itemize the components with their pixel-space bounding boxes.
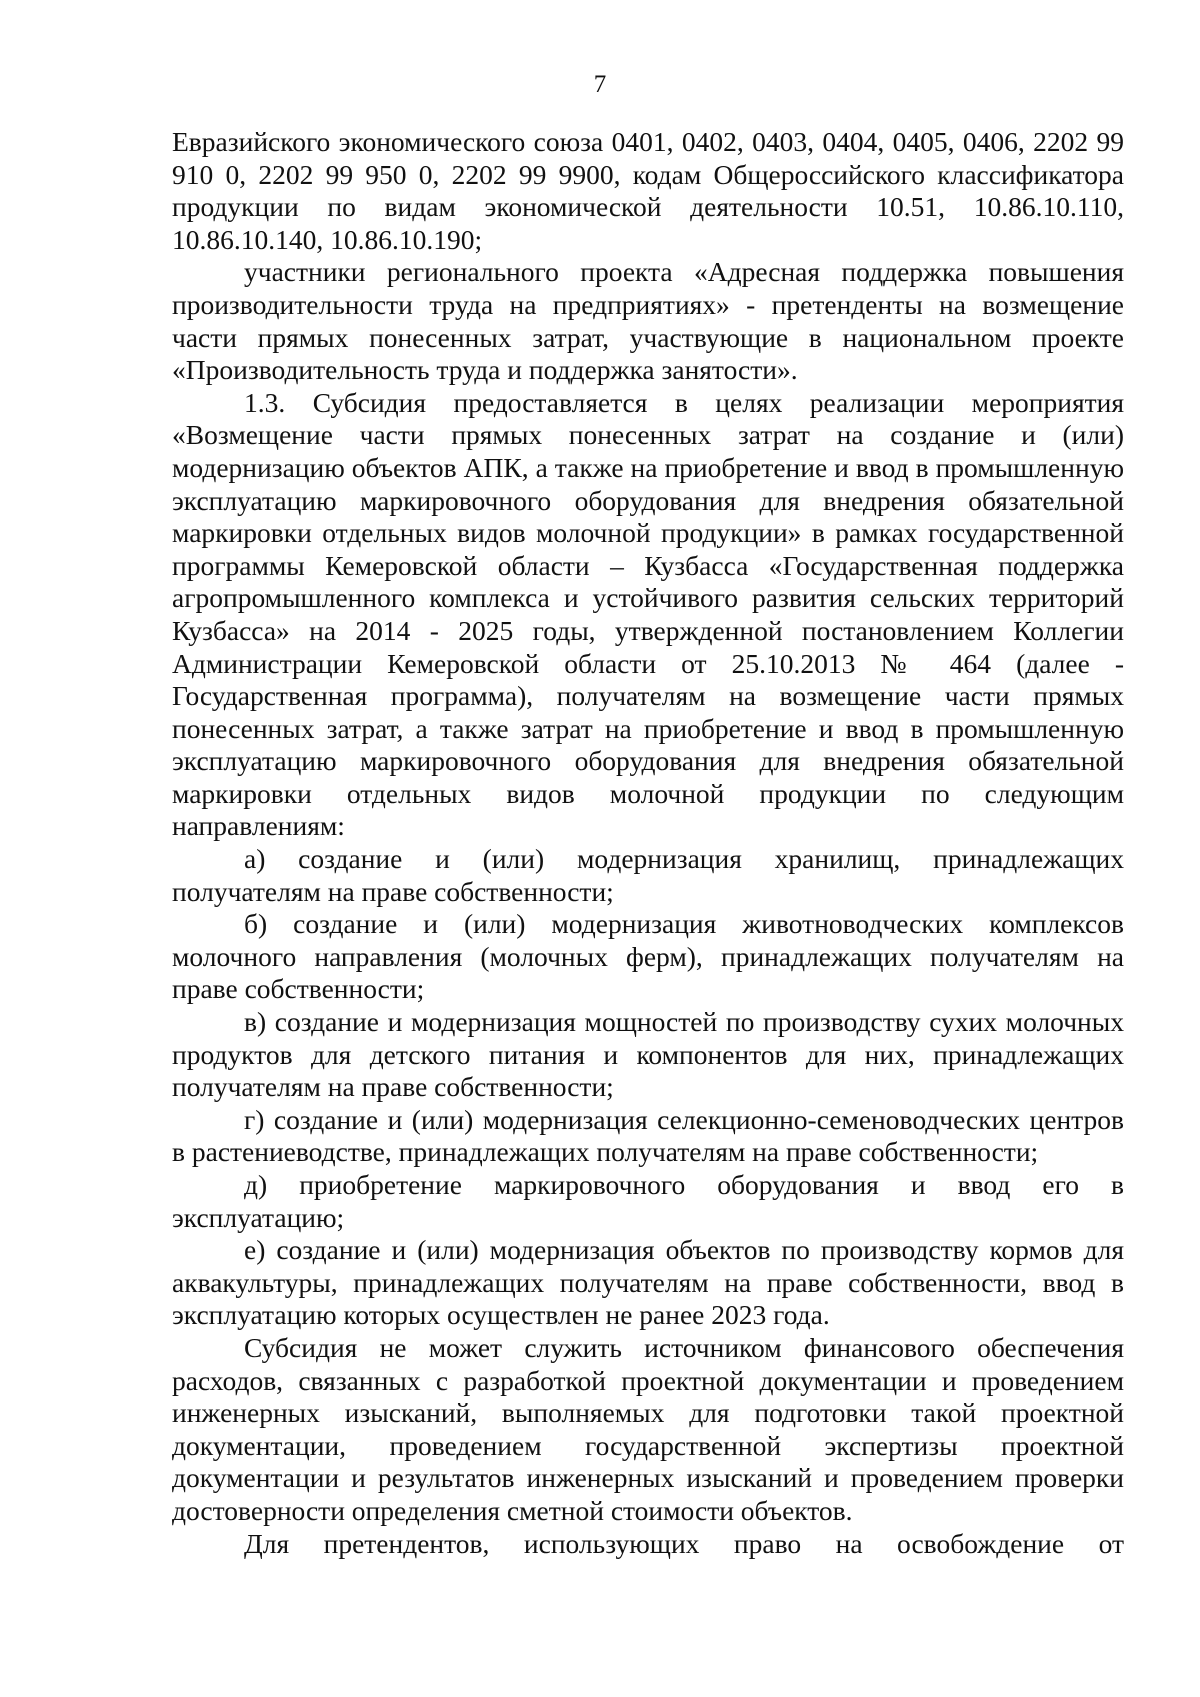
list-item-e: е) создание и (или) модернизация объектов по производству кормов для аквакультуры, принадлежащих получателям на праве собственности, ввод в эксплуатацию которых осуществлен не ранее 2023 года. <box>172 1234 1124 1331</box>
paragraph-1-3-subsidy-purpose: 1.3. Субсидия предоставляется в целях реализации мероприятия «Возмещение части прямых понесенных затрат на создание и (или) модернизацию объектов АПК, а также на приобретение и ввод в промышленную эксплуатацию маркировочного оборудования для внедрения обязательной маркировки отдельных видов молочной продукции» в рамках государственной программы Кемеровской области – Кузбасса «Государственная поддержка агропромышленного комплекса и устойчивого развития сельских территорий Кузбасса» на 2014 - 2025 годы, утвержденной постановлением Коллегии Администрации Кемеровской области от 25.10.2013 № 464 (далее - Государственная программа), получателям на возмещение части прямых понесенных затрат, а также затрат на приобретение и ввод в промышленную эксплуатацию маркировочного оборудования для внедрения обязательной маркировки отдельных видов молочной продукции по следующим направлениям: <box>172 386 1124 842</box>
list-item-v: в) создание и модернизация мощностей по производству сухих молочных продуктов для детского питания и компонентов для них, принадлежащих получателям на праве собственности; <box>172 1006 1124 1103</box>
document-body <box>172 126 1124 1560</box>
list-item-d: д) приобретение маркировочного оборудования и ввод его в эксплуатацию; <box>172 1169 1124 1233</box>
list-item-a: а) создание и (или) модернизация хранилищ, принадлежащих получателям на праве собственности; <box>172 843 1124 907</box>
paragraph-exemption-start: Для претендентов, использующих право на освобождение от <box>244 1527 1124 1559</box>
list-item-g: г) создание и (или) модернизация селекционно-семеноводческих центров в растениеводстве, принадлежащих получателям на праве собственности; <box>172 1103 1124 1168</box>
page-number: 7 <box>593 71 607 98</box>
paragraph-subsidy-restriction: Субсидия не может служить источником финансового обеспечения расходов, связанных с разработкой проектной документации и проведением инженерных изысканий, выполняемых для подготовки такой проектной документации, проведением государственной экспертизы проектной документации и результатов инженерных изысканий и проведением проверки достоверности определения сметной стоимости объектов. <box>172 1331 1124 1526</box>
paragraph-regional-project: участники регионального проекта «Адресная поддержка повышения производительности труда на предприятиях» - претенденты на возмещение части прямых понесенных затрат, участвующие в национальном проекте «Производительность труда и поддержка занятости». <box>172 256 1124 386</box>
list-item-b: б) создание и (или) модернизация животноводческих комплексов молочного направления (молочных ферм), принадлежащих получателям на праве собственности; <box>172 908 1124 1005</box>
paragraph-continuation: Евразийского экономического союза 0401, 0402, 0403, 0404, 0405, 0406, 2202 99 910 0, 2202 99 950 0, 2202 99 9900, кодам Общероссийского классификатора продукции по видам экономической деятельности 10.51, 10.86.10.110, 10.86.10.140, 10.86.10.190; <box>172 126 1124 255</box>
